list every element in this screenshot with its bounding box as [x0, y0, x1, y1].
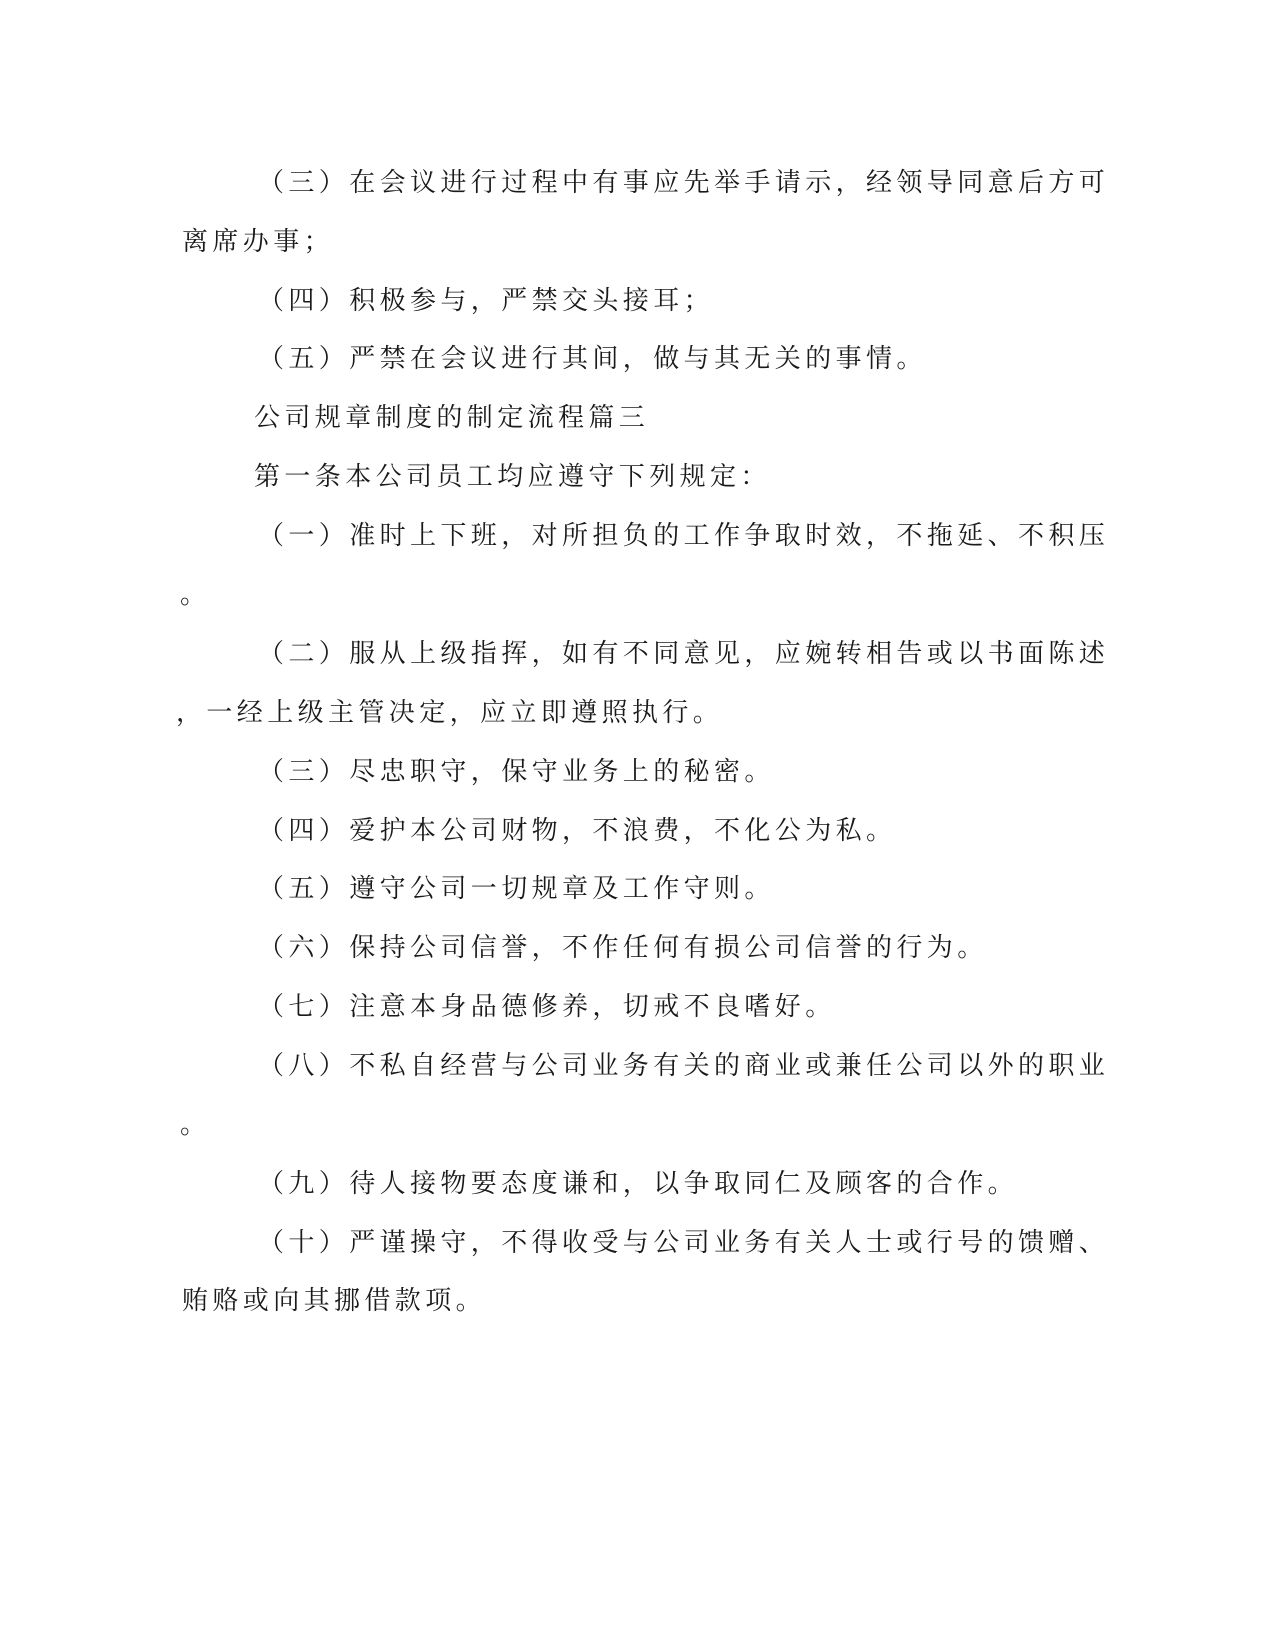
text-line-14: （六）保持公司信誉，不作任何有损公司信誉的行为。: [258, 933, 988, 963]
text-line-4: （五）严禁在会议进行其间，做与其无关的事情。: [258, 344, 927, 374]
text-line-1: （三）在会议进行过程中有事应先举手请示，经领导同意后方可: [258, 168, 1110, 198]
text-line-3: （四）积极参与，严禁交头接耳；: [258, 286, 715, 316]
text-line-2: 离席办事；: [182, 227, 335, 257]
text-line-17: 。: [180, 1110, 211, 1140]
text-line-8: 。: [180, 580, 211, 610]
text-line-18: （九）待人接物要态度谦和，以争取同仁及顾客的合作。: [258, 1169, 1019, 1199]
text-line-15: （七）注意本身品德修养，切戒不良嗜好。: [258, 992, 836, 1022]
text-line-13: （五）遵守公司一切规章及工作守则。: [258, 874, 775, 904]
text-line-11: （三）尽忠职守，保守业务上的秘密。: [258, 757, 775, 787]
text-line-12: （四）爱护本公司财物，不浪费，不化公为私。: [258, 816, 897, 846]
text-line-6: 第一条本公司员工均应遵守下列规定：: [254, 462, 771, 492]
text-line-16: （八）不私自经营与公司业务有关的商业或兼任公司以外的职业: [258, 1051, 1110, 1081]
text-line-20: 贿赂或向其挪借款项。: [182, 1286, 487, 1316]
text-line-9: （二）服从上级指挥，如有不同意见，应婉转相告或以书面陈述: [258, 639, 1110, 669]
text-line-19: （十）严谨操守，不得收受与公司业务有关人士或行号的馈赠、: [258, 1228, 1110, 1258]
text-line-7: （一）准时上下班，对所担负的工作争取时效，不拖延、不积压: [258, 521, 1110, 551]
text-line-10: ，一经上级主管决定，应立即遵照执行。: [176, 698, 724, 728]
section-heading: 公司规章制度的制定流程篇三: [254, 403, 650, 433]
